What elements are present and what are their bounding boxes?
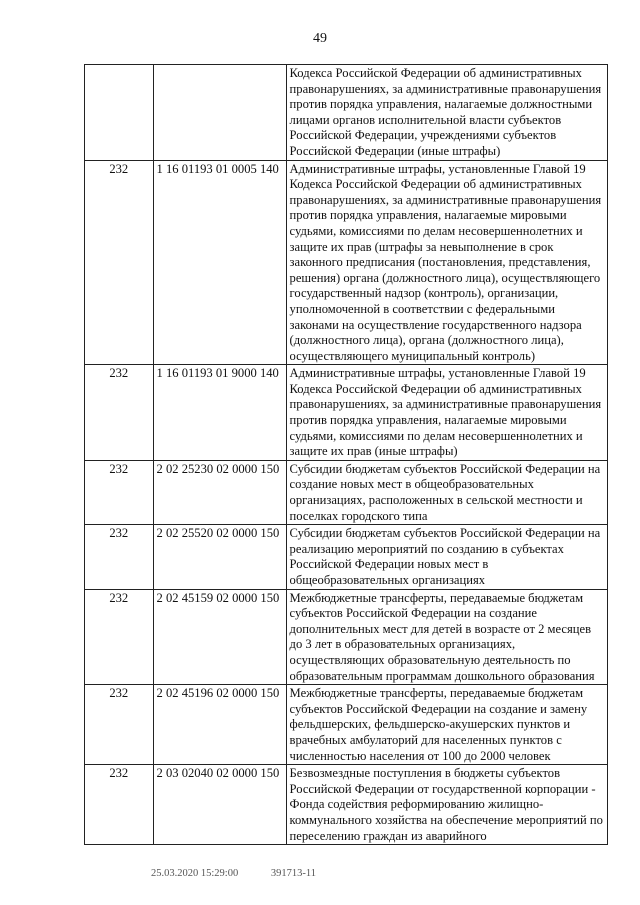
table-row	[85, 765, 608, 845]
admin-code-cell: 232	[85, 765, 154, 845]
revenue-name-cell: Межбюджетные трансферты, передаваемые бюджетам субъектов Российской Федерации на создание дополнительных мест для детей в возрасте от 2 месяцев до 3 лет в образовательных организациях, осуществляющих образовательную деятельность по образовательным программам дошкольного образования	[286, 589, 607, 685]
classification-code-cell: 1 16 01193 01 9000 140	[153, 365, 286, 461]
footer-timestamp: 25.03.2020 15:29:00	[151, 868, 239, 879]
table-row	[85, 589, 608, 685]
classification-code-cell: 2 03 02040 02 0000 150	[153, 765, 286, 845]
revenue-name-cell: Кодекса Российской Федерации об административных правонарушениях, за административные правонарушения против порядка управления, налагаемые должностными лицами органов исполнительной власти субъектов Российской Федерации, учреждениями субъектов Российской Федерации (иные штрафы)	[286, 65, 607, 161]
admin-code-cell: 232	[85, 160, 154, 365]
admin-code-cell	[85, 65, 154, 161]
footer-doc-id: 391713-11	[270, 868, 316, 879]
admin-code-cell: 232	[85, 589, 154, 685]
page-number: 49	[313, 31, 327, 46]
revenue-name-cell: Субсидии бюджетам субъектов Российской Федерации на создание новых мест в общеобразовательных организациях, расположенных в сельской местности и поселках городского типа	[286, 460, 607, 524]
table-row	[85, 525, 608, 589]
admin-code-cell: 232	[85, 525, 154, 589]
table-row	[85, 685, 608, 765]
revenue-name-cell: Административные штрафы, установленные Главой 19 Кодекса Российской Федерации об административных правонарушениях, за административные правонарушения против порядка управления, налагаемые мировыми судьями, комиссиями по делам несовершеннолетних и защите их прав (иные штрафы)	[286, 365, 607, 461]
classification-code-cell	[153, 65, 286, 161]
table-row	[85, 65, 608, 161]
revenue-name-cell: Межбюджетные трансферты, передаваемые бюджетам субъектов Российской Федерации на создание и замену фельдшерских, фельдшерско-акушерских пунктов и врачебных амбулаторий для населенных пунктов с численностью населения от 100 до 2000 человек	[286, 685, 607, 765]
revenue-name-cell: Субсидии бюджетам субъектов Российской Федерации на реализацию мероприятий по созданию в субъектах Российской Федерации новых мест в общеобразовательных организациях	[286, 525, 607, 589]
table-row	[85, 460, 608, 524]
document-footer	[151, 868, 346, 879]
classification-code-cell: 1 16 01193 01 0005 140	[153, 160, 286, 365]
table-row	[85, 160, 608, 365]
classification-code-cell: 2 02 25230 02 0000 150	[153, 460, 286, 524]
classification-code-cell: 2 02 25520 02 0000 150	[153, 525, 286, 589]
classification-code-cell: 2 02 45159 02 0000 150	[153, 589, 286, 685]
classification-code-cell: 2 02 45196 02 0000 150	[153, 685, 286, 765]
revenue-name-cell: Административные штрафы, установленные Главой 19 Кодекса Российской Федерации об административных правонарушениях, за административные правонарушения против порядка управления, налагаемые мировыми судьями, комиссиями по делам несовершеннолетних и защите их прав (штрафы за невыполнение в срок законного предписания (постановления, представления, решения) органа (должностного лица), осуществляющего государственный надзор (контроль), организации, уполномоченной в соответствии с федеральными законами на осуществление государственного надзора (должностного лица), органа (должностного лица), осуществляющего муниципальный контроль)	[286, 160, 607, 365]
table-row	[85, 365, 608, 461]
admin-code-cell: 232	[85, 460, 154, 524]
budget-classification-table	[84, 64, 608, 845]
admin-code-cell: 232	[85, 365, 154, 461]
admin-code-cell: 232	[85, 685, 154, 765]
revenue-name-cell: Безвозмездные поступления в бюджеты субъектов Российской Федерации от государственной корпорации - Фонда содействия реформированию жилищно-коммунального хозяйства на обеспечение мероприятий по переселению граждан из аварийного	[286, 765, 607, 845]
